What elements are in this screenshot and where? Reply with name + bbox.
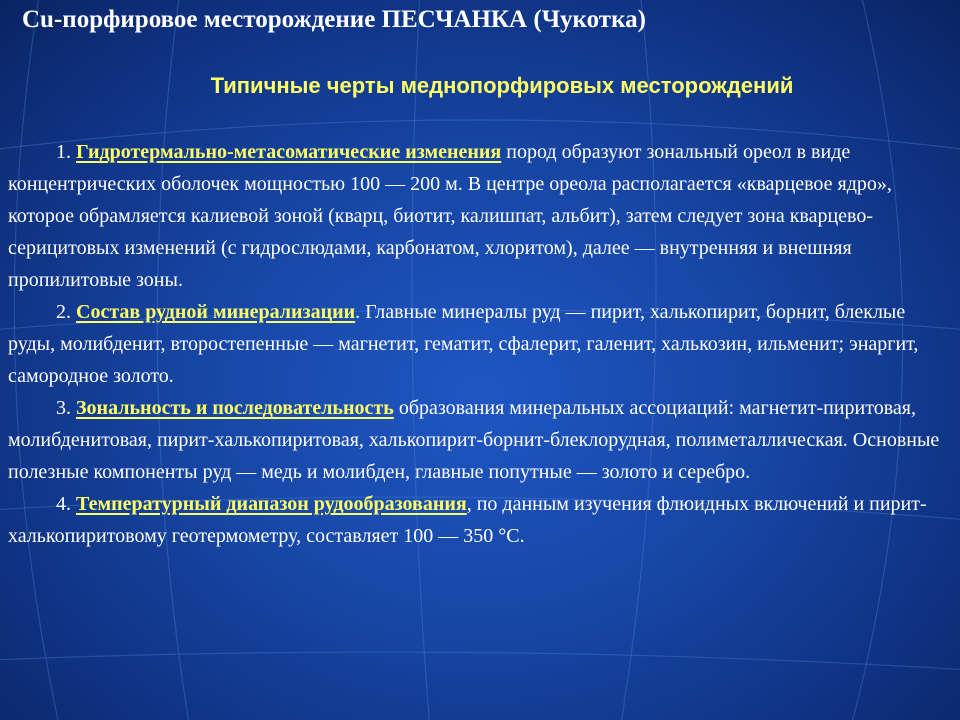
- feature-number: 2.: [56, 301, 71, 323]
- feature-number: 1.: [56, 141, 71, 163]
- feature-paragraph: [8, 136, 948, 296]
- feature-text: , по данным изучения флюидных включений и пирит-халькопиритовому геотермометру, составляет 100 — 350 °С.: [8, 493, 927, 547]
- slide-subtitle: Типичные черты меднопорфировых месторождений: [210, 73, 794, 98]
- feature-paragraph: [8, 392, 948, 488]
- feature-heading: Гидротермально-метасоматические изменения: [76, 141, 502, 163]
- feature-text: образования минеральных ассоциаций: магнетит-пиритовая, молибденитовая, пирит-халькопиритовая, халькопирит-борнит-блеклорудная, полиметаллическая. Основные полезные компоненты руд — медь и молибден, главные попутные — золото и серебро.: [8, 397, 940, 483]
- features-list: [8, 136, 948, 552]
- feature-heading: Состав рудной минерализации: [76, 301, 356, 323]
- feature-paragraph: [8, 488, 948, 552]
- feature-heading: Температурный диапазон рудообразования: [76, 493, 467, 515]
- feature-paragraph: [8, 296, 948, 392]
- grid-parallel-line: [0, 652, 960, 670]
- slide-title: Cu-порфировое месторождение ПЕСЧАНКА (Чукотка): [22, 6, 646, 33]
- feature-text: . Главные минералы руд — пирит, халькопирит, борнит, блеклые руды, молибденит, второстепенные — магнетит, гематит, сфалерит, галенит, халькозин, ильменит; энаргит, самородное золото.: [8, 301, 919, 387]
- feature-text: пород образуют зональный ореол в виде концентрических оболочек мощностью 100 — 200 м. В центре ореола располагается «кварцевое ядро», которое обрамляется калиевой зоной (кварц, биотит, калишпат, альбит), затем следует зона кварцево-серицитовых изменений (с гидрослюдами, карбонатом, хлоритом), далее — внутренняя и внешняя пропилитовые зоны.: [8, 141, 892, 291]
- feature-number: 4.: [56, 493, 71, 515]
- feature-number: 3.: [56, 397, 71, 419]
- feature-heading: Зональность и последовательность: [76, 397, 394, 419]
